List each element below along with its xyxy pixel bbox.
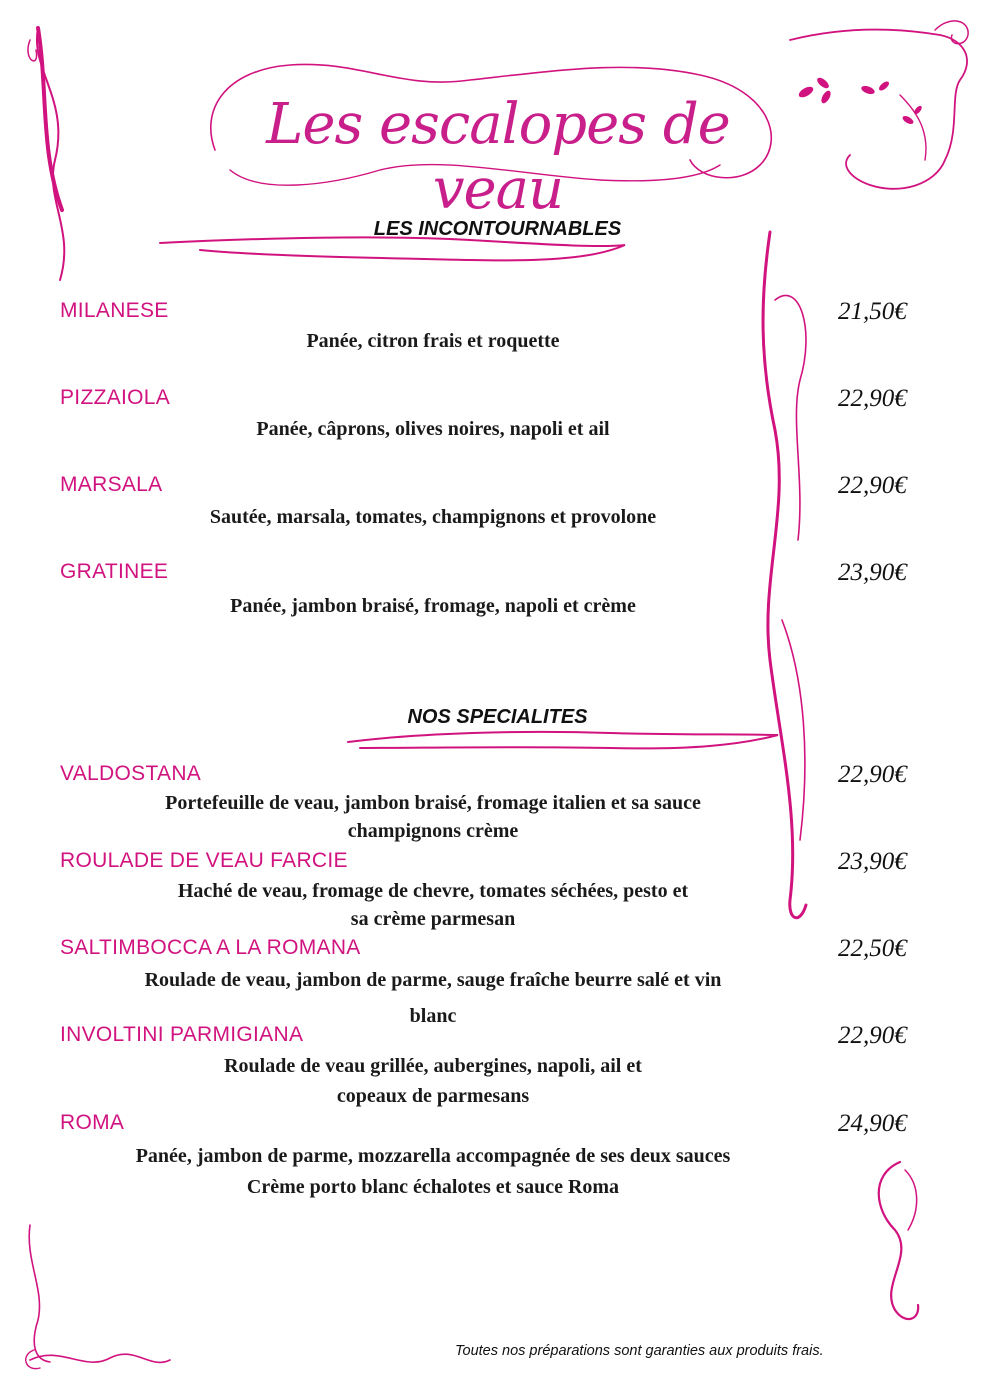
menu-item-name: MILANESE: [60, 299, 169, 322]
menu-item-name: PIZZAIOLA: [60, 386, 171, 409]
section-title-incontournables: LES INCONTOURNABLES: [373, 218, 622, 240]
menu-item-description: Panée, câprons, olives noires, napoli et ail: [256, 418, 610, 440]
menu-item-price: 22,90€: [838, 472, 907, 499]
menu-item-description: [60, 877, 806, 933]
menu-item-price: 22,90€: [838, 1022, 907, 1049]
description-line: Haché de veau, fromage de chevre, tomates séchées, pesto et: [177, 880, 689, 902]
menu-item-description: Panée, citron frais et roquette: [306, 330, 560, 352]
menu-item-description: Panée, jambon braisé, fromage, napoli et crème: [230, 595, 636, 617]
description-line: champignons crème: [347, 820, 519, 842]
menu-item-price: 22,90€: [838, 385, 907, 412]
menu-item-name: GRATINEE: [60, 560, 169, 583]
menu-item-price: 23,90€: [838, 559, 907, 586]
bottom-right-flourish: [879, 1162, 918, 1319]
description-line: Panée, jambon de parme, mozzarella accompagnée de ses deux sauces: [135, 1145, 731, 1167]
description-line: Roulade de veau, jambon de parme, sauge fraîche beurre salé et vin: [144, 969, 722, 991]
menu-item-price: 21,50€: [838, 298, 907, 325]
menu-title: Les escalopes de veau: [266, 92, 730, 222]
menu-item-price: 24,90€: [838, 1110, 907, 1137]
footer-note: Toutes nos préparations sont garanties aux produits frais.: [455, 1343, 824, 1359]
menu-item-name: MARSALA: [60, 473, 163, 496]
description-line: Roulade de veau grillée, aubergines, napoli, ail et: [224, 1055, 642, 1077]
menu-item-name: INVOLTINI PARMIGIANA: [60, 1023, 304, 1046]
section-title-specialites: NOS SPECIALITES: [407, 706, 588, 728]
menu-item-name: ROMA: [60, 1111, 125, 1134]
menu-item-name: ROULADE DE VEAU FARCIE: [60, 849, 348, 872]
description-line: Crème porto blanc échalotes et sauce Roma: [246, 1176, 620, 1198]
description-line: Portefeuille de veau, jambon braisé, fromage italien et sa sauce: [165, 792, 701, 814]
top-left-swirl: [37, 28, 64, 280]
description-line: sa crème parmesan: [350, 908, 516, 930]
section-2-underline: [348, 732, 778, 749]
leaf-ornaments: [797, 76, 923, 126]
menu-item-price: 23,90€: [838, 848, 907, 875]
description-line: copeaux de parmesans: [336, 1085, 530, 1107]
menu-item-description: [60, 789, 806, 845]
menu-item-name: VALDOSTANA: [60, 762, 202, 785]
menu-item-name: SALTIMBOCCA A LA ROMANA: [60, 936, 361, 959]
bottom-left-flourish: [29, 1225, 50, 1362]
menu-item-description: [60, 1051, 806, 1111]
menu-item-description: [40, 1141, 826, 1203]
menu-item-description: Sautée, marsala, tomates, champignons et provolone: [209, 506, 657, 528]
menu-item-price: 22,90€: [838, 761, 907, 788]
menu-item-price: 22,50€: [838, 935, 907, 962]
description-line: blanc: [409, 1005, 457, 1027]
top-right-swirl: [790, 30, 967, 189]
